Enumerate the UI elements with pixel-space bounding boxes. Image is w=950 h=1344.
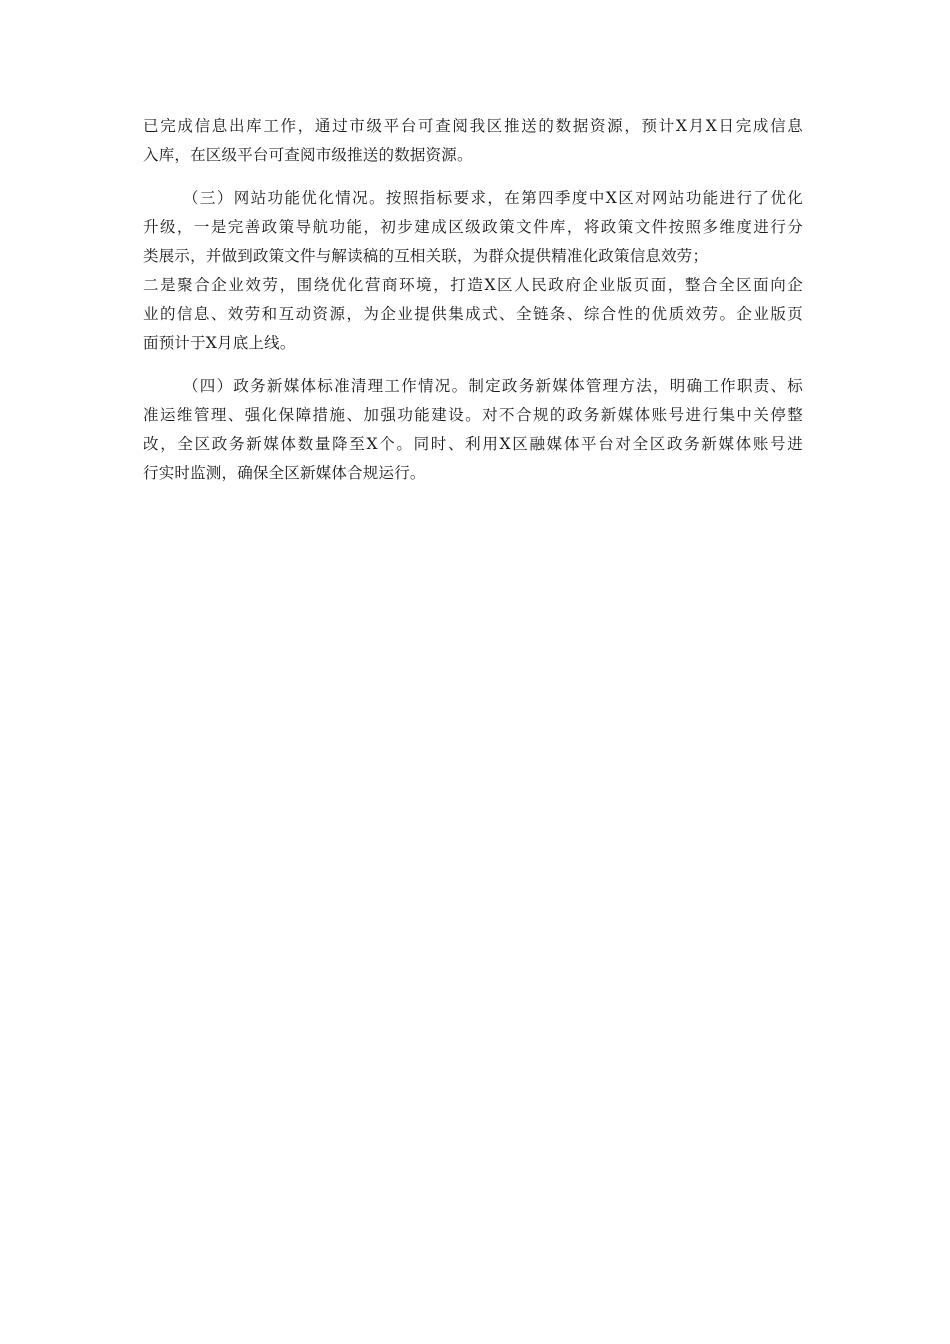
text-line: 改，全区政务新媒体数量降至X个。同时、利用X区融媒体平台对全区政务新媒体账号进 — [143, 435, 803, 453]
text-line: 入库，在区级平台可查阅市级推送的数据资源。 — [143, 146, 473, 164]
text-line: 准运维管理、强化保障措施、加强功能建设。对不合规的政务新媒体账号进行集中关停整 — [143, 406, 803, 424]
document-body — [143, 112, 803, 502]
text-line: 行实时监测，确保全区新媒体合规运行。 — [143, 464, 426, 482]
paragraph-website-optimization — [143, 184, 803, 358]
paragraph-new-media-cleanup — [143, 372, 803, 488]
text-line: （四）政务新媒体标准清理工作情况。制定政务新媒体管理方法，明确工作职责、标 — [183, 377, 803, 395]
paragraph-data-resources — [143, 112, 803, 170]
text-line: 业的信息、效劳和互动资源，为企业提供集成式、全链条、综合性的优质效劳。企业版页 — [143, 305, 803, 323]
text-line: 已完成信息出库工作，通过市级平台可查阅我区推送的数据资源，预计X月X日完成信息 — [143, 117, 803, 135]
text-line: （三）网站功能优化情况。按照指标要求，在第四季度中X区对网站功能进行了优化 — [183, 189, 803, 207]
text-line: 二是聚合企业效劳，围绕优化营商环境，打造X区人民政府企业版页面，整合全区面向企 — [143, 276, 803, 294]
text-line: 升级，一是完善政策导航功能，初步建成区级政策文件库，将政策文件按照多维度进行分 — [143, 218, 803, 236]
text-line: 类展示，并做到政策文件与解读稿的互相关联，为群众提供精准化政策信息效劳； — [143, 247, 709, 265]
text-line: 面预计于X月底上线。 — [143, 334, 296, 352]
